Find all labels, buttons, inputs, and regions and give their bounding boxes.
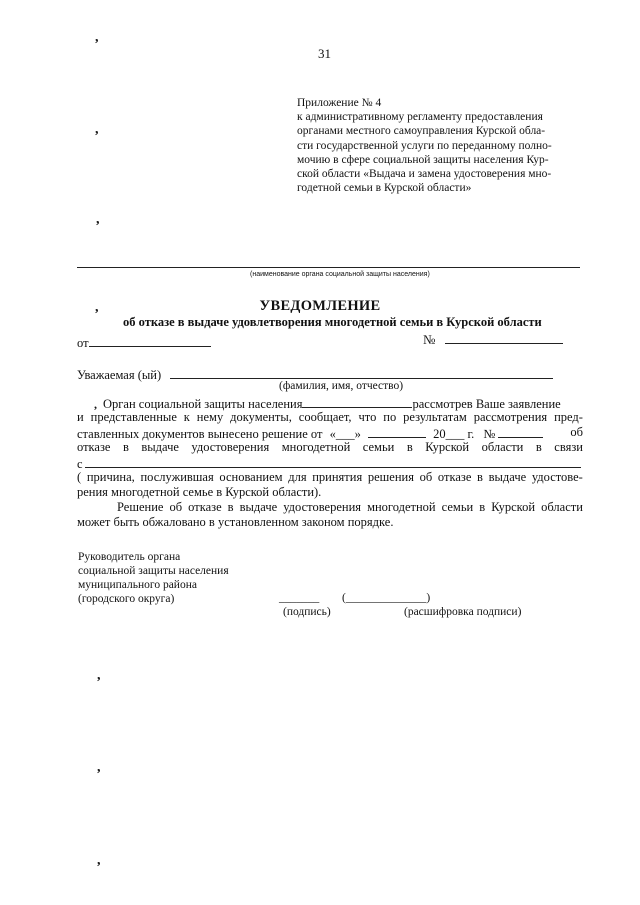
word: в [227, 500, 234, 514]
scan-mark: , [97, 760, 101, 775]
scan-mark: , [96, 212, 100, 227]
word: принятия [312, 470, 363, 484]
decode-blank: (______________) [342, 592, 431, 604]
body-text: об [570, 425, 583, 439]
word: отказе [437, 470, 472, 484]
decode-caption: (расшифровка подписи) [404, 606, 522, 618]
fio-caption: (фамилия, имя, отчество) [279, 380, 404, 392]
appendix-line: органами местного самоуправления Курской обла- [297, 125, 546, 138]
word: для [288, 470, 307, 484]
signer-line: социальной защиты населения [78, 565, 229, 577]
word: Решение [117, 500, 164, 514]
decision-number-blank [498, 425, 543, 438]
appendix-line: к административному регламенту предоставления [297, 111, 543, 124]
scan-mark: , [94, 397, 97, 411]
word: в [479, 500, 486, 514]
word: результатам [403, 410, 467, 424]
body-text: ставленных документов вынесено решение от [77, 427, 323, 441]
number-row [423, 331, 563, 348]
body-line: может быть обжаловано в установленном законом порядке. [77, 515, 394, 529]
appendix-line: годетной семьи в Курской области» [297, 182, 472, 195]
body-text: Орган социальной защиты населения [103, 397, 303, 411]
document-subtitle: об отказе в выдаче удовлетворения многодетной семьи в Курской области [123, 315, 542, 329]
word: рассмотрения [473, 410, 548, 424]
scan-mark: , [95, 30, 99, 45]
organ-blank [302, 395, 412, 408]
word: связи [554, 440, 583, 454]
word: об [169, 500, 183, 514]
appendix-line: ской области «Выдача и замена удостоверения мно- [297, 168, 552, 181]
word: представленные [90, 410, 177, 424]
decision-year: 20___ г. [433, 427, 475, 441]
decision-number-label: № [483, 427, 496, 441]
reason-blank [85, 455, 581, 468]
appendix-line: сти государственной услуги по переданному полно- [297, 139, 552, 152]
word: выдаче [488, 470, 527, 484]
word: об [419, 470, 433, 484]
document-title: УВЕДОМЛЕНИЕ [259, 298, 381, 314]
signature-caption: (подпись) [283, 606, 331, 618]
scan-mark: , [95, 122, 99, 137]
word: удостоверения [191, 440, 270, 454]
word: послужившая [140, 470, 214, 484]
word: что [358, 410, 377, 424]
notice-body [77, 395, 583, 535]
body-line: рения многодетной семье в Курской области). [77, 485, 322, 499]
number-label: № [423, 332, 436, 347]
signature-block [78, 550, 229, 606]
word: отказе [188, 500, 222, 514]
signer-line: муниципального района [78, 579, 197, 591]
organ-name-line [77, 267, 580, 268]
appendix-line: мочию в сфере социальной защиты населения Кур- [297, 153, 549, 166]
word: по [383, 410, 397, 424]
scan-mark: , [97, 853, 101, 868]
word: в [406, 440, 413, 454]
body-line [77, 410, 583, 425]
word: сообщает, [298, 410, 352, 424]
word: удостове- [531, 470, 583, 484]
word: Курской [425, 440, 470, 454]
salutation-label: Уважаемая (ый) [77, 368, 162, 382]
word: области [541, 500, 583, 514]
word: многодетной [281, 440, 351, 454]
page-number: 31 [318, 46, 331, 61]
from-label: от [77, 336, 89, 350]
from-date-blank [89, 334, 211, 347]
scan-mark: , [97, 668, 101, 683]
word: многодетной [367, 500, 436, 514]
word: в [477, 470, 483, 484]
word: решения [367, 470, 414, 484]
body-line [117, 500, 583, 515]
appendix-line: Приложение № 4 [297, 97, 382, 109]
word: и [77, 410, 84, 424]
signature-blank: _______ [279, 592, 320, 604]
decision-month-blank [368, 425, 426, 438]
body-text: рассмотрев Ваше заявление [412, 397, 561, 411]
word: ( [77, 470, 82, 484]
scan-mark: , [95, 300, 99, 315]
word: семьи [441, 500, 474, 514]
word: основанием [219, 470, 283, 484]
number-blank [445, 331, 563, 344]
word: области [481, 440, 524, 454]
body-line [77, 470, 583, 485]
word: удостоверения [283, 500, 362, 514]
word: документы, [230, 410, 292, 424]
word: отказе [77, 440, 111, 454]
organ-name-caption: (наименование органа социальной защиты населения) [250, 271, 430, 278]
word: выдаче [239, 500, 278, 514]
fio-blank [170, 366, 553, 379]
signer-line: (городского округа) [78, 593, 175, 605]
word: выдаче [141, 440, 179, 454]
word: семьи [362, 440, 395, 454]
from-row [77, 334, 211, 351]
decision-day-blank: «___» [329, 427, 361, 441]
signer-line: Руководитель органа [78, 551, 181, 563]
word: пред- [554, 410, 583, 424]
appendix-block [297, 96, 587, 195]
word: нему [196, 410, 224, 424]
word: к [183, 410, 190, 424]
body-line [77, 440, 583, 455]
word: в [122, 440, 129, 454]
body-text: с [77, 457, 83, 471]
word: Курской [491, 500, 536, 514]
word: причина, [86, 470, 135, 484]
word: в [535, 440, 542, 454]
